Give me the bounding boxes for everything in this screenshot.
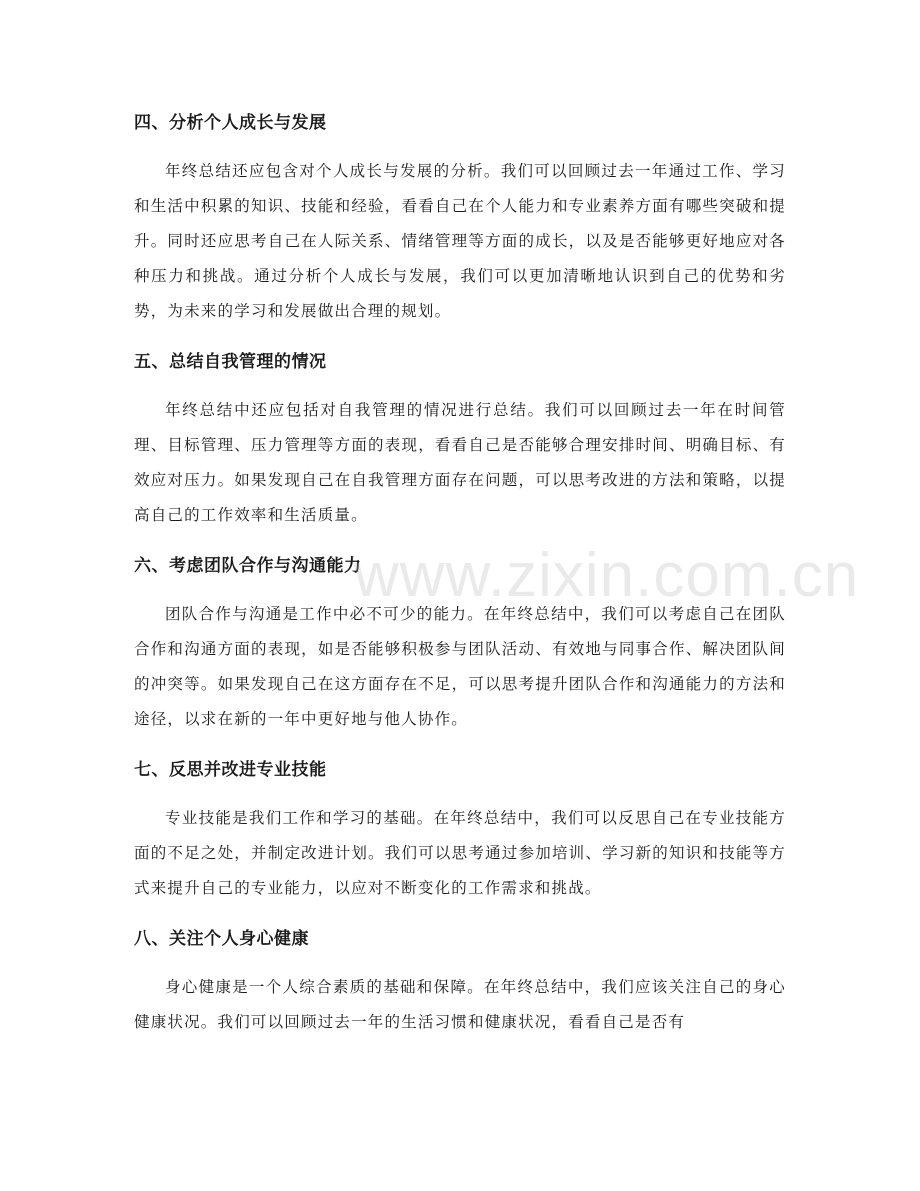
section-body-7: 专业技能是我们工作和学习的基础。在年终总结中，我们可以反思自己在专业技能方面的不足之处，并制定改进计划。我们可以思考通过参加培训、学习新的知识和技能等方式来提升自己的专业能力，以应对不断变化的工作需求和挑战。 — [134, 809, 786, 897]
section-heading-4: 四、分析个人成长与发展 — [134, 113, 327, 133]
section-heading-8: 八、关注个人身心健康 — [134, 929, 309, 949]
section-heading-6: 六、考虑团队合作与沟通能力 — [134, 556, 362, 576]
section-heading-7: 七、反思并改进专业技能 — [134, 760, 327, 780]
section-body-6: 团队合作与沟通是工作中必不可少的能力。在年终总结中，我们可以考虑自己在团队合作和沟通方面的表现，如是否能够积极参与团队活动、有效地与同事合作、解决团队间的冲突等。如果发现自己在这方面存在不足，可以思考提升团队合作和沟通能力的方法和途径，以求在新的一年中更好地与他人协作。 — [134, 605, 786, 728]
section-body-4: 年终总结还应包含对个人成长与发展的分析。我们可以回顾过去一年通过工作、学习和生活中积累的知识、技能和经验，看看自己在个人能力和专业素养方面有哪些突破和提升。同时还应思考自己在人际关系、情绪管理等方面的成长，以及是否能够更好地应对各种压力和挑战。通过分析个人成长与发展，我们可以更加清晰地认识到自己的优势和劣势，为未来的学习和发展做出合理的规划。 — [134, 162, 786, 320]
document-content — [134, 106, 786, 1056]
section-body-8: 身心健康是一个人综合素质的基础和保障。在年终总结中，我们应该关注自己的身心健康状况。我们可以回顾过去一年的生活习惯和健康状况，看看自己是否有 — [134, 978, 786, 1031]
watermark: www.zixin.com.cn — [354, 541, 860, 610]
section-body-5: 年终总结中还应包括对自我管理的情况进行总结。我们可以回顾过去一年在时间管理、目标管理、压力管理等方面的表现，看看自己是否能够合理安排时间、明确目标、有效应对压力。如果发现自己在自我管理方面存在问题，可以思考改进的方法和策略，以提高自己的工作效率和生活质量。 — [134, 401, 786, 524]
section-heading-5: 五、总结自我管理的情况 — [134, 352, 327, 372]
